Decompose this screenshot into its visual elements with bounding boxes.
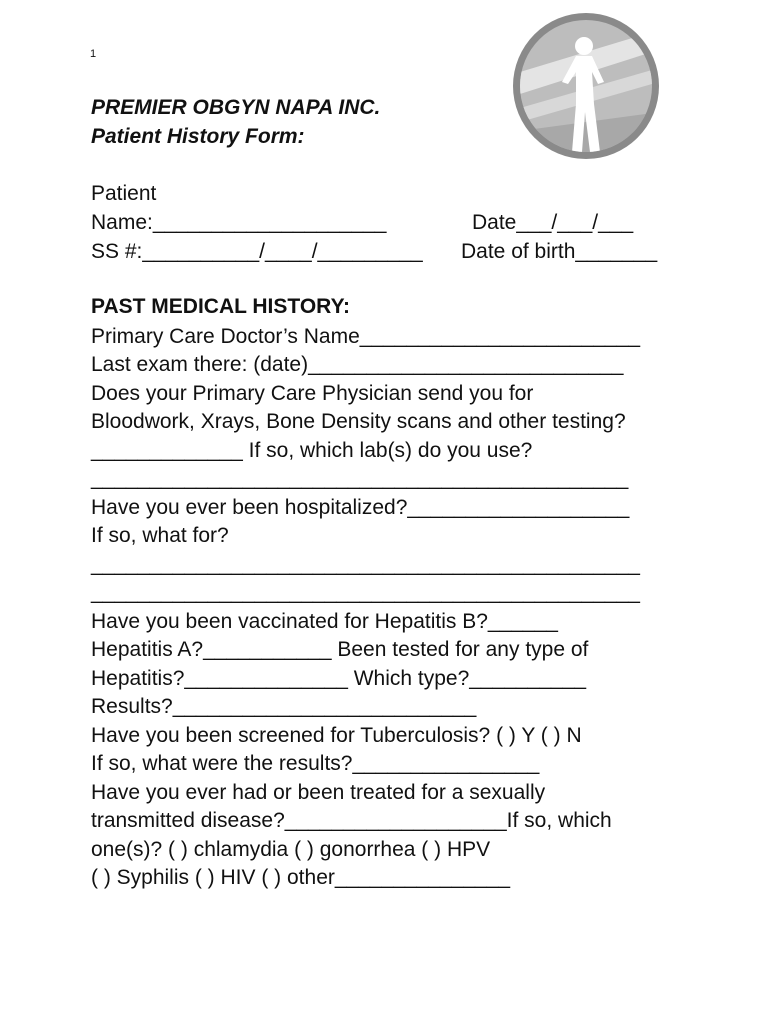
- ss-number-field[interactable]: SS #:__________/____/_________: [91, 240, 423, 263]
- std-options-row-1[interactable]: one(s)? ( ) chlamydia ( ) gonorrhea ( ) HPV: [91, 838, 491, 861]
- labs-answer-line[interactable]: ______________________________________________: [91, 467, 629, 490]
- question-text: If so, what for?: [91, 524, 229, 547]
- question-text: Bloodwork, Xrays, Bone Density scans and other testing?: [91, 410, 626, 433]
- section-title-past-medical-history: PAST MEDICAL HISTORY:: [91, 295, 351, 318]
- primary-doctor-field[interactable]: Primary Care Doctor’s Name________________________: [91, 325, 641, 348]
- std-options-row-2[interactable]: ( ) Syphilis ( ) HIV ( ) other_______________: [91, 866, 511, 889]
- hospitalized-answer-line[interactable]: _______________________________________________: [91, 553, 640, 576]
- labs-field[interactable]: _____________ If so, which lab(s) do you use?: [91, 439, 533, 462]
- hepatitis-a-field[interactable]: Hepatitis A?___________ Been tested for any type of: [91, 638, 589, 661]
- results-field[interactable]: Results?__________________________: [91, 695, 477, 718]
- form-title: Patient History Form:: [91, 125, 305, 148]
- patient-label: Patient: [91, 182, 157, 205]
- woman-silhouette-logo-icon: [512, 12, 660, 160]
- date-field[interactable]: Date___/___/___: [472, 211, 634, 234]
- practice-title: PREMIER OBGYN NAPA INC.: [91, 96, 381, 119]
- hepatitis-type-field[interactable]: Hepatitis?______________ Which type?__________: [91, 667, 587, 690]
- std-field[interactable]: transmitted disease?___________________If so, which: [91, 809, 612, 832]
- question-text: Have you ever had or been treated for a sexually: [91, 781, 546, 804]
- date-of-birth-field[interactable]: Date of birth_______: [461, 240, 658, 263]
- hospitalized-answer-line[interactable]: _______________________________________________: [91, 581, 640, 604]
- tb-results-field[interactable]: If so, what were the results?________________: [91, 752, 540, 775]
- patient-name-field[interactable]: Name:____________________: [91, 211, 387, 234]
- hospitalized-field[interactable]: Have you ever been hospitalized?___________________: [91, 496, 630, 519]
- page-number: 1: [90, 48, 97, 60]
- last-exam-field[interactable]: Last exam there: (date)___________________________: [91, 353, 624, 376]
- hepatitis-b-field[interactable]: Have you been vaccinated for Hepatitis B?______: [91, 610, 558, 633]
- question-text: Does your Primary Care Physician send you for: [91, 382, 534, 405]
- tuberculosis-question[interactable]: Have you been screened for Tuberculosis? ( ) Y ( ) N: [91, 724, 582, 747]
